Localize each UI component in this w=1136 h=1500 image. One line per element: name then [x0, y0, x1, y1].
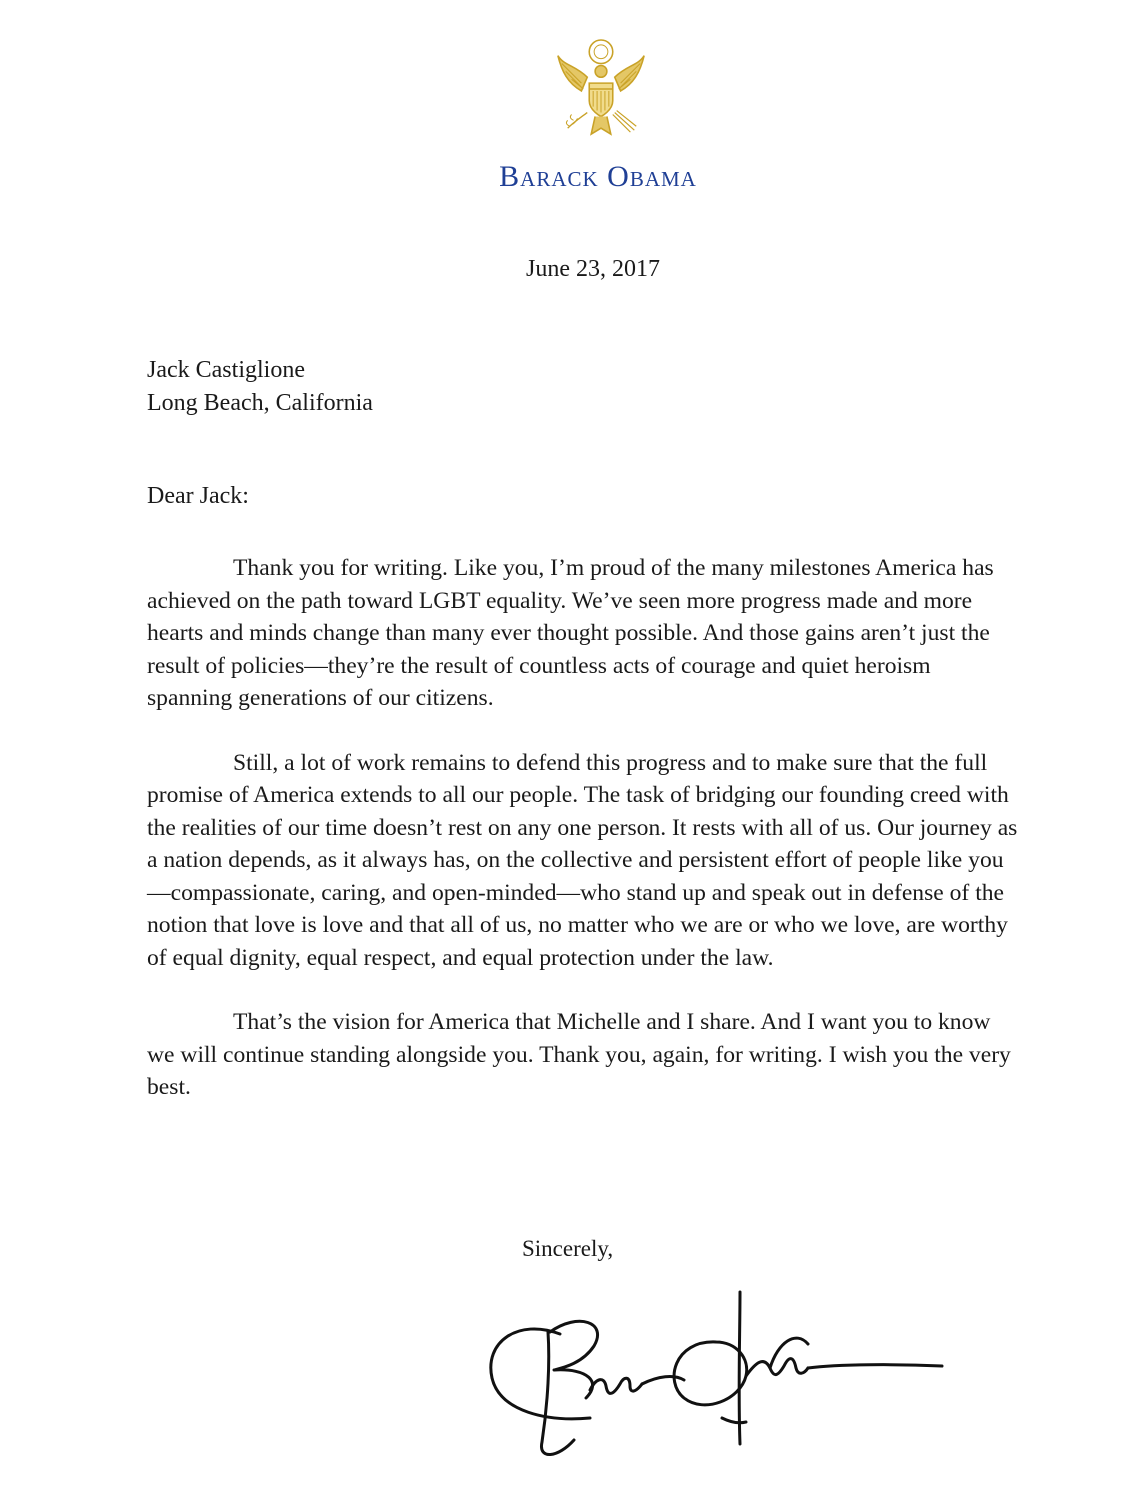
- letter-body: [147, 552, 1019, 1136]
- recipient-name: Jack Castiglione: [147, 357, 305, 383]
- salutation: Dear Jack:: [147, 483, 249, 509]
- body-paragraph: That’s the vision for America that Michelle and I share. And I want you to know we will continue standing alongside you. Thank you, again, for writing. I wish you the very best.: [147, 1009, 1011, 1100]
- letter-date: June 23, 2017: [526, 256, 660, 282]
- great-seal-eagle-icon: [552, 36, 650, 142]
- body-paragraph: Still, a lot of work remains to defend this progress and to make sure that the full promise of America extends to all our people. The task of bridging our founding creed with the realities of our time doesn’t rest on any one person. It rests with all of us. Our journey as a nation depends, as it always has, on the collective and persistent effort of people like you—compassionate, caring, and open-minded—who stand up and speak out in defense of the notion that love is love and that all of us, no matter who we are or who we love, are worthy of equal dignity, equal respect, and equal protection under the law.: [147, 749, 1018, 971]
- body-paragraph: Thank you for writing. Like you, I’m proud of the many milestones America has achieved on the path toward LGBT equality. We’ve seen more progress made and more hearts and minds change than many ever thought possible. And those gains aren’t just the result of policies—they’re the result of countless acts of courage and quiet heroism spanning generations of our citizens.: [147, 555, 994, 711]
- handwritten-signature-icon: [478, 1272, 958, 1472]
- closing: Sincerely,: [522, 1236, 614, 1261]
- recipient-block: [147, 354, 373, 420]
- recipient-location: Long Beach, California: [147, 390, 373, 416]
- letterhead-name: Barack Obama: [499, 160, 697, 193]
